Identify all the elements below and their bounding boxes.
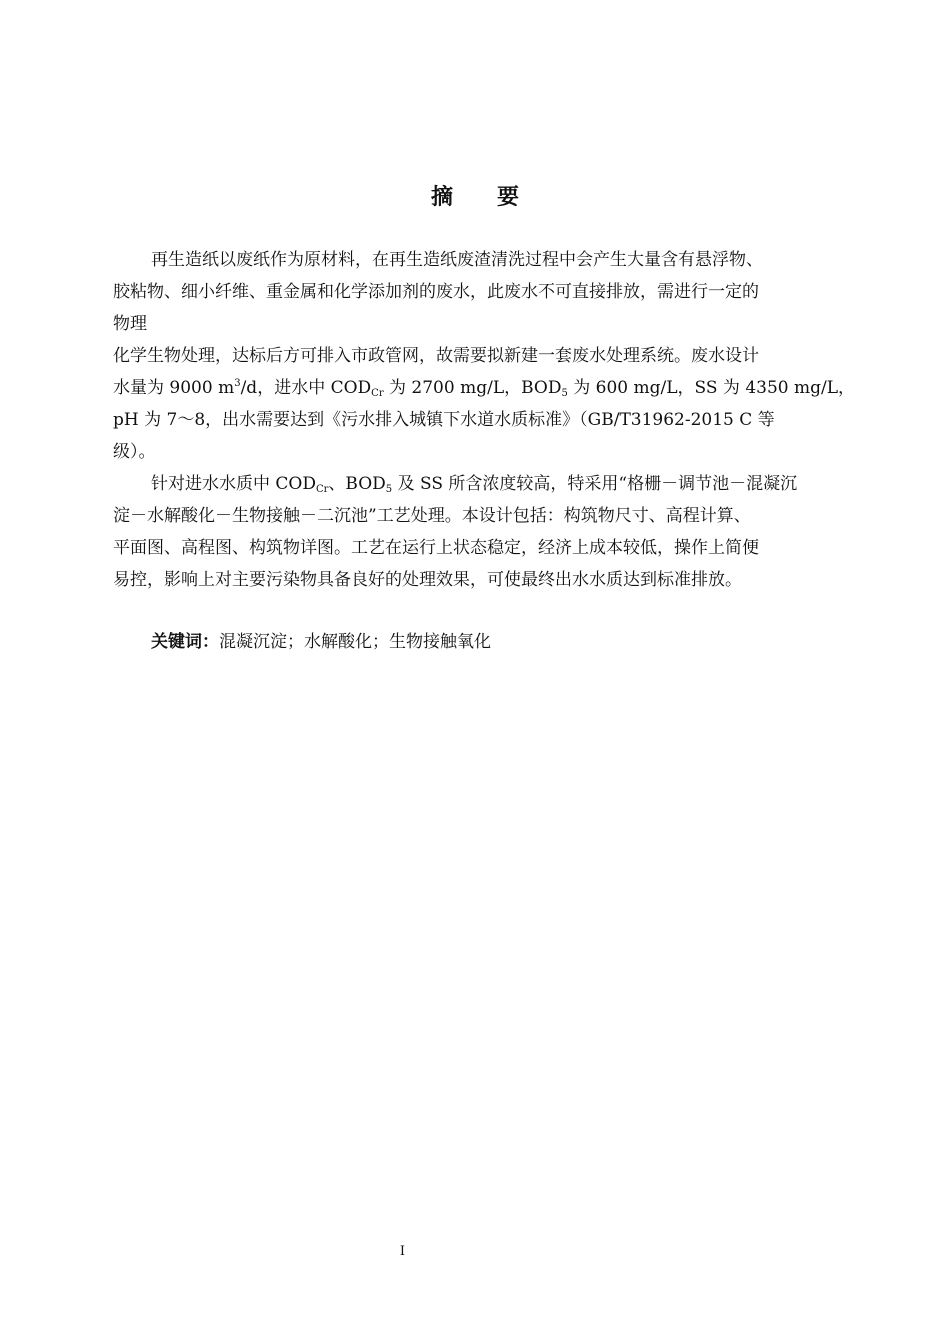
abstract-paragraph-2 — [113, 468, 859, 596]
bod-text: 为 2700 mg/L，BOD — [383, 378, 562, 398]
subscript-cr-2: Cr — [315, 484, 329, 495]
cod-intro-text: 针对进水水质中 COD — [151, 474, 316, 494]
paragraph-2-line-1 — [113, 468, 859, 500]
paragraph-1-line-6: pH 为 7～8，出水需要达到《污水排入城镇下水道水质标准》（GB/T31962-2015 C 等 — [113, 410, 775, 430]
keywords-value: 混凝沉淀；水解酸化；生物接触氧化 — [219, 632, 491, 652]
keywords-label: 关键词： — [151, 632, 219, 652]
title-char-2: 要 — [497, 185, 520, 210]
cod-text: /d，进水中 COD — [240, 378, 372, 398]
ss-text: 为 600 mg/L，SS 为 4350 mg/L， — [567, 378, 856, 398]
paragraph-1-line-4: 化学生物处理，达标后方可排入市政管网，故需要拟新建一套废水处理系统。废水设计 — [113, 346, 759, 366]
page-number: I — [399, 1244, 406, 1259]
paragraph-2-line-2: 淀－水解酸化－生物接触－二沉池”工艺处理。本设计包括：构筑物尺寸、高程计算、 — [113, 506, 751, 526]
paragraph-1-line-3: 物理 — [113, 314, 147, 334]
paragraph-1-line-7: 级）。 — [113, 442, 156, 462]
abstract-title — [0, 180, 950, 211]
abstract-body — [113, 244, 859, 596]
process-intro-text: 及 SS 所含浓度较高，特采用“格栅－调节池－混凝沉 — [392, 474, 798, 494]
title-char-1: 摘 — [430, 185, 453, 210]
abstract-paragraph-1 — [113, 244, 859, 468]
paragraph-1-line-2: 胶粘物、细小纤维、重金属和化学添加剂的废水，此废水不可直接排放，需进行一定的 — [113, 282, 759, 302]
paragraph-1-line-1: 再生造纸以废纸作为原材料，在再生造纸废渣清洗过程中会产生大量含有悬浮物、 — [151, 250, 763, 270]
keywords-line — [151, 626, 491, 658]
bod-intro-text: 、BOD — [328, 474, 386, 494]
paragraph-1-line-5 — [113, 372, 859, 404]
subscript-5-2: 5 — [385, 484, 393, 495]
subscript-cr: Cr — [371, 388, 384, 399]
paragraph-2-line-3: 平面图、高程图、构筑物详图。工艺在运行上状态稳定，经济上成本较低，操作上简便 — [113, 538, 759, 558]
subscript-5: 5 — [561, 388, 568, 399]
flow-rate-text: 水量为 9000 m — [113, 378, 235, 398]
paragraph-2-line-4: 易控，影响上对主要污染物具备良好的处理效果，可使最终出水水质达到标准排放。 — [113, 570, 742, 590]
superscript-3: 3 — [234, 378, 241, 389]
